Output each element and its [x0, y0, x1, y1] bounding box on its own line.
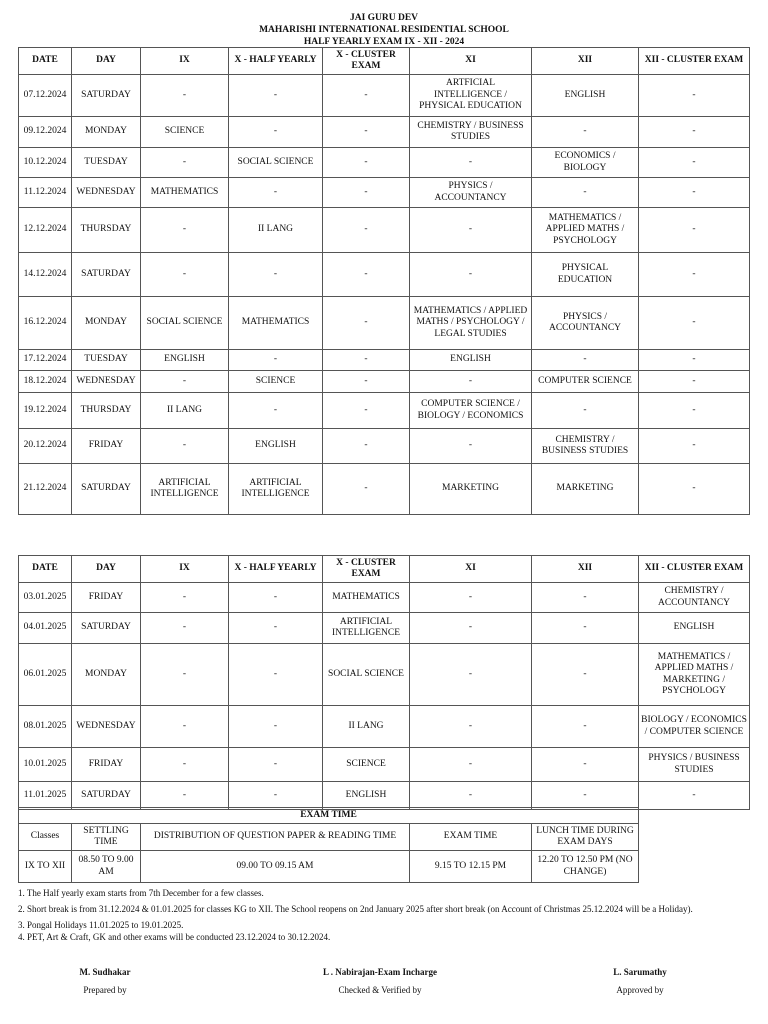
col-header-xii: XII [532, 48, 639, 75]
col-header-day: DAY [72, 556, 141, 583]
cell-date: 11.12.2024 [19, 178, 72, 208]
cell-x-half-yearly: - [229, 178, 323, 208]
cell-day: MONDAY [72, 117, 141, 148]
cell-day: WEDNESDAY [72, 706, 141, 748]
cell-xii: - [532, 583, 639, 613]
cell-ix: SCIENCE [141, 117, 229, 148]
exam-time-title: EXAM TIME [19, 808, 639, 824]
cell-day: SATURDAY [72, 75, 141, 117]
cell-x-cluster: - [323, 178, 410, 208]
cell-x-cluster: SOCIAL SCIENCE [323, 644, 410, 706]
cell-x-cluster: - [323, 393, 410, 429]
cell-x-cluster: II LANG [323, 706, 410, 748]
cell-xi: - [410, 253, 532, 297]
cell-x-cluster: - [323, 117, 410, 148]
table-row [19, 371, 750, 393]
cell-ix: - [141, 644, 229, 706]
cell-xii-cluster: BIOLOGY / ECONOMICS / COMPUTER SCIENCE [639, 706, 750, 748]
cell-x-half-yearly: - [229, 350, 323, 371]
cell-xi: ARTFICIAL INTELLIGENCE / PHYSICAL EDUCATION [410, 75, 532, 117]
cell-xi: - [410, 706, 532, 748]
cell-x-cluster: ENGLISH [323, 782, 410, 810]
cell-date: 19.12.2024 [19, 393, 72, 429]
school-name: MAHARISHI INTERNATIONAL RESIDENTIAL SCHOOL [259, 25, 509, 35]
document-header [0, 12, 768, 48]
signatory-role: Checked & Verified by [338, 985, 422, 995]
cell-x-cluster: - [323, 350, 410, 371]
col-header-xi: XI [410, 48, 532, 75]
cell-xi: - [410, 429, 532, 464]
cell-day: SATURDAY [72, 613, 141, 644]
cell-x-half-yearly: - [229, 613, 323, 644]
cell-xii: COMPUTER SCIENCE [532, 371, 639, 393]
cell-xi: - [410, 644, 532, 706]
table-row [19, 748, 750, 782]
cell-xi: - [410, 583, 532, 613]
cell-settling-time: 08.50 TO 9.00 AM [72, 851, 141, 883]
cell-xii-cluster: PHYSICS / BUSINESS STUDIES [639, 748, 750, 782]
cell-xi: CHEMISTRY / BUSINESS STUDIES [410, 117, 532, 148]
table-header-row [19, 556, 750, 583]
cell-xi: MATHEMATICS / APPLIED MATHS / PSYCHOLOGY / LEGAL STUDIES [410, 297, 532, 350]
cell-day: SATURDAY [72, 464, 141, 515]
cell-xi: - [410, 371, 532, 393]
cell-xii-cluster: - [639, 429, 750, 464]
signature-checked [290, 967, 470, 995]
cell-xii-cluster: - [639, 297, 750, 350]
exam-time-row [19, 851, 639, 883]
cell-ix: - [141, 75, 229, 117]
cell-xii: PHYSICAL EDUCATION [532, 253, 639, 297]
table-row [19, 464, 750, 515]
cell-x-half-yearly: - [229, 583, 323, 613]
cell-x-cluster: SCIENCE [323, 748, 410, 782]
col-header-date: DATE [19, 48, 72, 75]
signature-approved [575, 967, 705, 995]
cell-x-half-yearly: II LANG [229, 208, 323, 253]
cell-date: 08.01.2025 [19, 706, 72, 748]
cell-ix: ENGLISH [141, 350, 229, 371]
col-header-xii: XII [532, 556, 639, 583]
table-row [19, 350, 750, 371]
cell-x-half-yearly: - [229, 706, 323, 748]
signature-prepared [40, 967, 170, 995]
notes-section [18, 887, 758, 947]
cell-ix: - [141, 371, 229, 393]
cell-day: THURSDAY [72, 393, 141, 429]
cell-xii-cluster: CHEMISTRY / ACCOUNTANCY [639, 583, 750, 613]
cell-xii-cluster: - [639, 148, 750, 178]
table-row [19, 583, 750, 613]
cell-ix: - [141, 613, 229, 644]
cell-xii: - [532, 782, 639, 810]
cell-day: FRIDAY [72, 583, 141, 613]
cell-date: 11.01.2025 [19, 782, 72, 810]
cell-xii: CHEMISTRY / BUSINESS STUDIES [532, 429, 639, 464]
table-row [19, 75, 750, 117]
cell-date: 20.12.2024 [19, 429, 72, 464]
cell-day: SATURDAY [72, 782, 141, 810]
cell-xii: - [532, 117, 639, 148]
cell-xi: - [410, 208, 532, 253]
cell-x-cluster: - [323, 429, 410, 464]
cell-x-half-yearly: - [229, 748, 323, 782]
header-line-1: JAI GURU DEV [349, 13, 419, 23]
col-header-lunch-time: LUNCH TIME DURING EXAM DAYS [532, 824, 639, 851]
cell-xi: - [410, 782, 532, 810]
col-header-x-cluster: X - CLUSTER EXAM [323, 556, 410, 583]
cell-day: TUESDAY [72, 148, 141, 178]
note-1: 1. The Half yearly exam starts from 7th December for a few classes. [18, 888, 264, 898]
cell-x-cluster: - [323, 253, 410, 297]
cell-ix: ARTIFICIAL INTELLIGENCE [141, 464, 229, 515]
cell-xii-cluster: - [639, 350, 750, 371]
col-header-classes: Classes [19, 824, 72, 851]
signatory-name: L . Nabirajan-Exam Incharge [322, 967, 437, 977]
note-2: 2. Short break is from 31.12.2024 & 01.01.2025 for classes KG to XII. The School reopens on 2nd January 2025 after short break (on Account of Christmas 25.12.2024 will be a Holiday). [18, 904, 693, 914]
cell-date: 21.12.2024 [19, 464, 72, 515]
col-header-x-half-yearly: X - HALF YEARLY [229, 556, 323, 583]
cell-xii: - [532, 613, 639, 644]
cell-xi: - [410, 748, 532, 782]
cell-x-half-yearly: SCIENCE [229, 371, 323, 393]
cell-xii: - [532, 644, 639, 706]
cell-x-cluster: ARTIFICIAL INTELLIGENCE [323, 613, 410, 644]
cell-date: 14.12.2024 [19, 253, 72, 297]
cell-day: FRIDAY [72, 429, 141, 464]
col-header-exam-time: EXAM TIME [410, 824, 532, 851]
cell-day: SATURDAY [72, 253, 141, 297]
cell-x-cluster: - [323, 464, 410, 515]
cell-date: 09.12.2024 [19, 117, 72, 148]
cell-xi: MARKETING [410, 464, 532, 515]
cell-xii: - [532, 706, 639, 748]
cell-day: MONDAY [72, 297, 141, 350]
signatory-role: Prepared by [83, 985, 127, 995]
cell-day: WEDNESDAY [72, 178, 141, 208]
cell-xi: ENGLISH [410, 350, 532, 371]
cell-lunch-time: 12.20 TO 12.50 PM (NO CHANGE) [532, 851, 639, 883]
table-row [19, 782, 750, 810]
cell-ix: - [141, 429, 229, 464]
col-header-x-half-yearly: X - HALF YEARLY [229, 48, 323, 75]
cell-x-half-yearly: - [229, 75, 323, 117]
table-row [19, 148, 750, 178]
cell-xii-cluster: MATHEMATICS / APPLIED MATHS / MARKETING / PSYCHOLOGY [639, 644, 750, 706]
exam-time-title-row [19, 808, 639, 824]
table-row [19, 178, 750, 208]
cell-date: 10.12.2024 [19, 148, 72, 178]
cell-day: THURSDAY [72, 208, 141, 253]
cell-xii-cluster: - [639, 117, 750, 148]
cell-date: 10.01.2025 [19, 748, 72, 782]
table-row [19, 117, 750, 148]
cell-xii-cluster: - [639, 75, 750, 117]
cell-xii: - [532, 178, 639, 208]
cell-x-half-yearly: - [229, 117, 323, 148]
cell-date: 12.12.2024 [19, 208, 72, 253]
cell-xii-cluster: ENGLISH [639, 613, 750, 644]
cell-xii-cluster: - [639, 253, 750, 297]
cell-date: 04.01.2025 [19, 613, 72, 644]
signatory-name: L. Sarumathy [613, 967, 667, 977]
cell-xii: - [532, 748, 639, 782]
cell-day: WEDNESDAY [72, 371, 141, 393]
cell-xi: - [410, 148, 532, 178]
cell-ix: SOCIAL SCIENCE [141, 297, 229, 350]
cell-ix: - [141, 253, 229, 297]
cell-xii-cluster: - [639, 178, 750, 208]
cell-x-cluster: MATHEMATICS [323, 583, 410, 613]
col-header-xii-cluster: XII - CLUSTER EXAM [639, 556, 750, 583]
cell-date: 18.12.2024 [19, 371, 72, 393]
cell-ix: - [141, 148, 229, 178]
cell-ix: - [141, 748, 229, 782]
exam-time-table [18, 807, 639, 883]
col-header-ix: IX [141, 556, 229, 583]
cell-day: TUESDAY [72, 350, 141, 371]
table-row [19, 297, 750, 350]
col-header-day: DAY [72, 48, 141, 75]
cell-xii-cluster: - [639, 371, 750, 393]
cell-xii: - [532, 350, 639, 371]
cell-xii-cluster: - [639, 464, 750, 515]
cell-xii: PHYSICS / ACCOUNTANCY [532, 297, 639, 350]
schedule-table-december [18, 47, 750, 515]
cell-xi: COMPUTER SCIENCE / BIOLOGY / ECONOMICS [410, 393, 532, 429]
cell-xi: - [410, 613, 532, 644]
cell-xii: MARKETING [532, 464, 639, 515]
cell-ix: II LANG [141, 393, 229, 429]
cell-x-cluster: - [323, 371, 410, 393]
signatory-name: M. Sudhakar [79, 967, 131, 977]
cell-xii: ECONOMICS / BIOLOGY [532, 148, 639, 178]
cell-xii: MATHEMATICS / APPLIED MATHS / PSYCHOLOGY [532, 208, 639, 253]
note-3: 3. Pongal Holidays 11.01.2025 to 19.01.2025. [18, 920, 184, 930]
cell-xii-cluster: - [639, 208, 750, 253]
cell-x-half-yearly: - [229, 644, 323, 706]
cell-ix: MATHEMATICS [141, 178, 229, 208]
table-row [19, 613, 750, 644]
table-row [19, 644, 750, 706]
col-header-x-cluster: X - CLUSTER EXAM [323, 48, 410, 75]
cell-date: 07.12.2024 [19, 75, 72, 117]
table-row [19, 429, 750, 464]
table-row [19, 208, 750, 253]
note-4: 4. PET, Art & Craft, GK and other exams will be conducted 23.12.2024 to 30.12.2024. [18, 932, 331, 942]
cell-xii: - [532, 393, 639, 429]
exam-title: HALF YEARLY EXAM IX - XII - 2024 [303, 37, 465, 47]
cell-x-cluster: - [323, 148, 410, 178]
signatory-role: Approved by [616, 985, 664, 995]
cell-x-half-yearly: - [229, 253, 323, 297]
cell-x-cluster: - [323, 208, 410, 253]
col-header-settling-time: SETTLING TIME [72, 824, 141, 851]
cell-xii-cluster: - [639, 782, 750, 810]
col-header-date: DATE [19, 556, 72, 583]
table-row [19, 706, 750, 748]
col-header-xii-cluster: XII - CLUSTER EXAM [639, 48, 750, 75]
schedule-table-january [18, 555, 750, 810]
cell-date: 16.12.2024 [19, 297, 72, 350]
table-row [19, 253, 750, 297]
cell-date: 17.12.2024 [19, 350, 72, 371]
table-row [19, 393, 750, 429]
cell-exam-time: 9.15 TO 12.15 PM [410, 851, 532, 883]
cell-date: 03.01.2025 [19, 583, 72, 613]
cell-x-half-yearly: - [229, 393, 323, 429]
cell-x-cluster: - [323, 75, 410, 117]
cell-xii-cluster: - [639, 393, 750, 429]
cell-date: 06.01.2025 [19, 644, 72, 706]
exam-time-header-row [19, 824, 639, 851]
cell-day: FRIDAY [72, 748, 141, 782]
cell-x-half-yearly: ENGLISH [229, 429, 323, 464]
cell-x-half-yearly: MATHEMATICS [229, 297, 323, 350]
cell-day: MONDAY [72, 644, 141, 706]
cell-x-half-yearly: SOCIAL SCIENCE [229, 148, 323, 178]
cell-distribution-time: 09.00 TO 09.15 AM [141, 851, 410, 883]
cell-ix: - [141, 706, 229, 748]
cell-xii: ENGLISH [532, 75, 639, 117]
cell-x-half-yearly: ARTIFICIAL INTELLIGENCE [229, 464, 323, 515]
col-header-xi: XI [410, 556, 532, 583]
cell-xi: PHYSICS / ACCOUNTANCY [410, 178, 532, 208]
cell-ix: - [141, 782, 229, 810]
cell-x-half-yearly: - [229, 782, 323, 810]
cell-ix: - [141, 208, 229, 253]
cell-x-cluster: - [323, 297, 410, 350]
table-header-row [19, 48, 750, 75]
cell-classes: IX TO XII [19, 851, 72, 883]
cell-ix: - [141, 583, 229, 613]
col-header-ix: IX [141, 48, 229, 75]
col-header-distribution-time: DISTRIBUTION OF QUESTION PAPER & READING TIME [141, 824, 410, 851]
